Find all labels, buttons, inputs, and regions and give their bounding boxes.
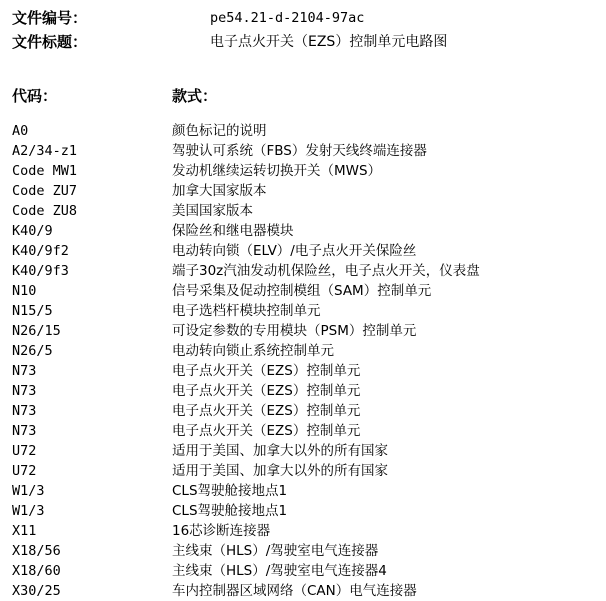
component-code: X11 [12,523,37,539]
component-description: 电子点火开关（EZS）控制单元 [172,403,361,419]
component-code: Code ZU8 [12,203,78,219]
component-code: N73 [12,363,37,379]
component-code: N26/5 [12,343,53,359]
component-description: 适用于美国、加拿大以外的所有国家 [172,443,388,459]
list-item [0,421,606,441]
list-item [0,181,606,201]
component-description: 车内控制器区域网络（CAN）电气连接器 [172,583,417,599]
doc-title-value: 电子点火开关（EZS）控制单元电路图 [210,34,448,50]
list-item [0,161,606,181]
list-item [0,561,606,581]
component-description: 驾驶认可系统（FBS）发射天线终端连接器 [172,143,427,159]
list-item [0,241,606,261]
component-description: 可设定参数的专用模块（PSM）控制单元 [172,323,417,339]
component-code: Code MW1 [12,163,78,179]
component-code: N73 [12,383,37,399]
list-item [0,381,606,401]
list-item [0,301,606,321]
component-code: K40/9 [12,223,53,239]
style-column-header: 款式： [172,87,218,105]
list-item [0,441,606,461]
component-code: W1/3 [12,503,45,519]
component-description: 发动机继续运转切换开关（MWS） [172,163,382,179]
component-description: 电子选档杆模块控制单元 [172,303,321,319]
component-description: 信号采集及促动控制模组（SAM）控制单元 [172,283,432,299]
component-code: U72 [12,443,37,459]
component-code: X18/56 [12,543,61,559]
component-code: K40/9f2 [12,243,69,259]
component-code: Code ZU7 [12,183,78,199]
component-description: CLS驾驶舱接地点1 [172,483,288,499]
component-code: X30/25 [12,583,61,599]
list-item [0,141,606,161]
doc-title-label: 文件标题： [12,33,88,51]
component-code: N26/15 [12,323,61,339]
list-item [0,121,606,141]
list-item [0,361,606,381]
list-item [0,461,606,481]
component-description: 16芯诊断连接器 [172,523,271,539]
component-description: 主线束（HLS）/驾驶室电气连接器4 [172,563,387,579]
list-item [0,281,606,301]
component-description: 美国国家版本 [172,203,253,219]
list-item [0,481,606,501]
component-description: 端子30z汽油发动机保险丝，电子点火开关，仪表盘 [172,263,480,279]
component-description: 加拿大国家版本 [172,183,267,199]
component-code: W1/3 [12,483,45,499]
list-item [0,541,606,561]
list-item [0,201,606,221]
list-item [0,341,606,361]
component-code: A2/34-z1 [12,143,78,159]
list-item [0,321,606,341]
list-item [0,221,606,241]
list-item [0,261,606,281]
code-column-header: 代码： [12,87,58,105]
component-code: X18/60 [12,563,61,579]
component-description: 电子点火开关（EZS）控制单元 [172,423,361,439]
component-description: 电动转向锁止系统控制单元 [172,343,334,359]
component-description: 颜色标记的说明 [172,123,267,139]
component-code: A0 [12,123,29,139]
component-description: 主线束（HLS）/驾驶室电气连接器 [172,543,379,559]
list-item [0,401,606,421]
component-code: N73 [12,423,37,439]
doc-number-value: pe54.21-d-2104-97ac [210,10,365,26]
component-code: U72 [12,463,37,479]
component-code: N15/5 [12,303,53,319]
component-code: K40/9f3 [12,263,69,279]
component-description: 电子点火开关（EZS）控制单元 [172,363,361,379]
list-item [0,581,606,601]
component-description: CLS驾驶舱接地点1 [172,503,288,519]
component-description: 电动转向锁（ELV）/电子点火开关保险丝 [172,243,417,259]
component-description: 适用于美国、加拿大以外的所有国家 [172,463,388,479]
doc-number-label: 文件编号： [12,9,88,27]
component-code: N10 [12,283,37,299]
component-code: N73 [12,403,37,419]
list-item [0,521,606,541]
list-item [0,501,606,521]
component-list [0,121,606,601]
component-description: 电子点火开关（EZS）控制单元 [172,383,361,399]
component-description: 保险丝和继电器模块 [172,223,294,239]
